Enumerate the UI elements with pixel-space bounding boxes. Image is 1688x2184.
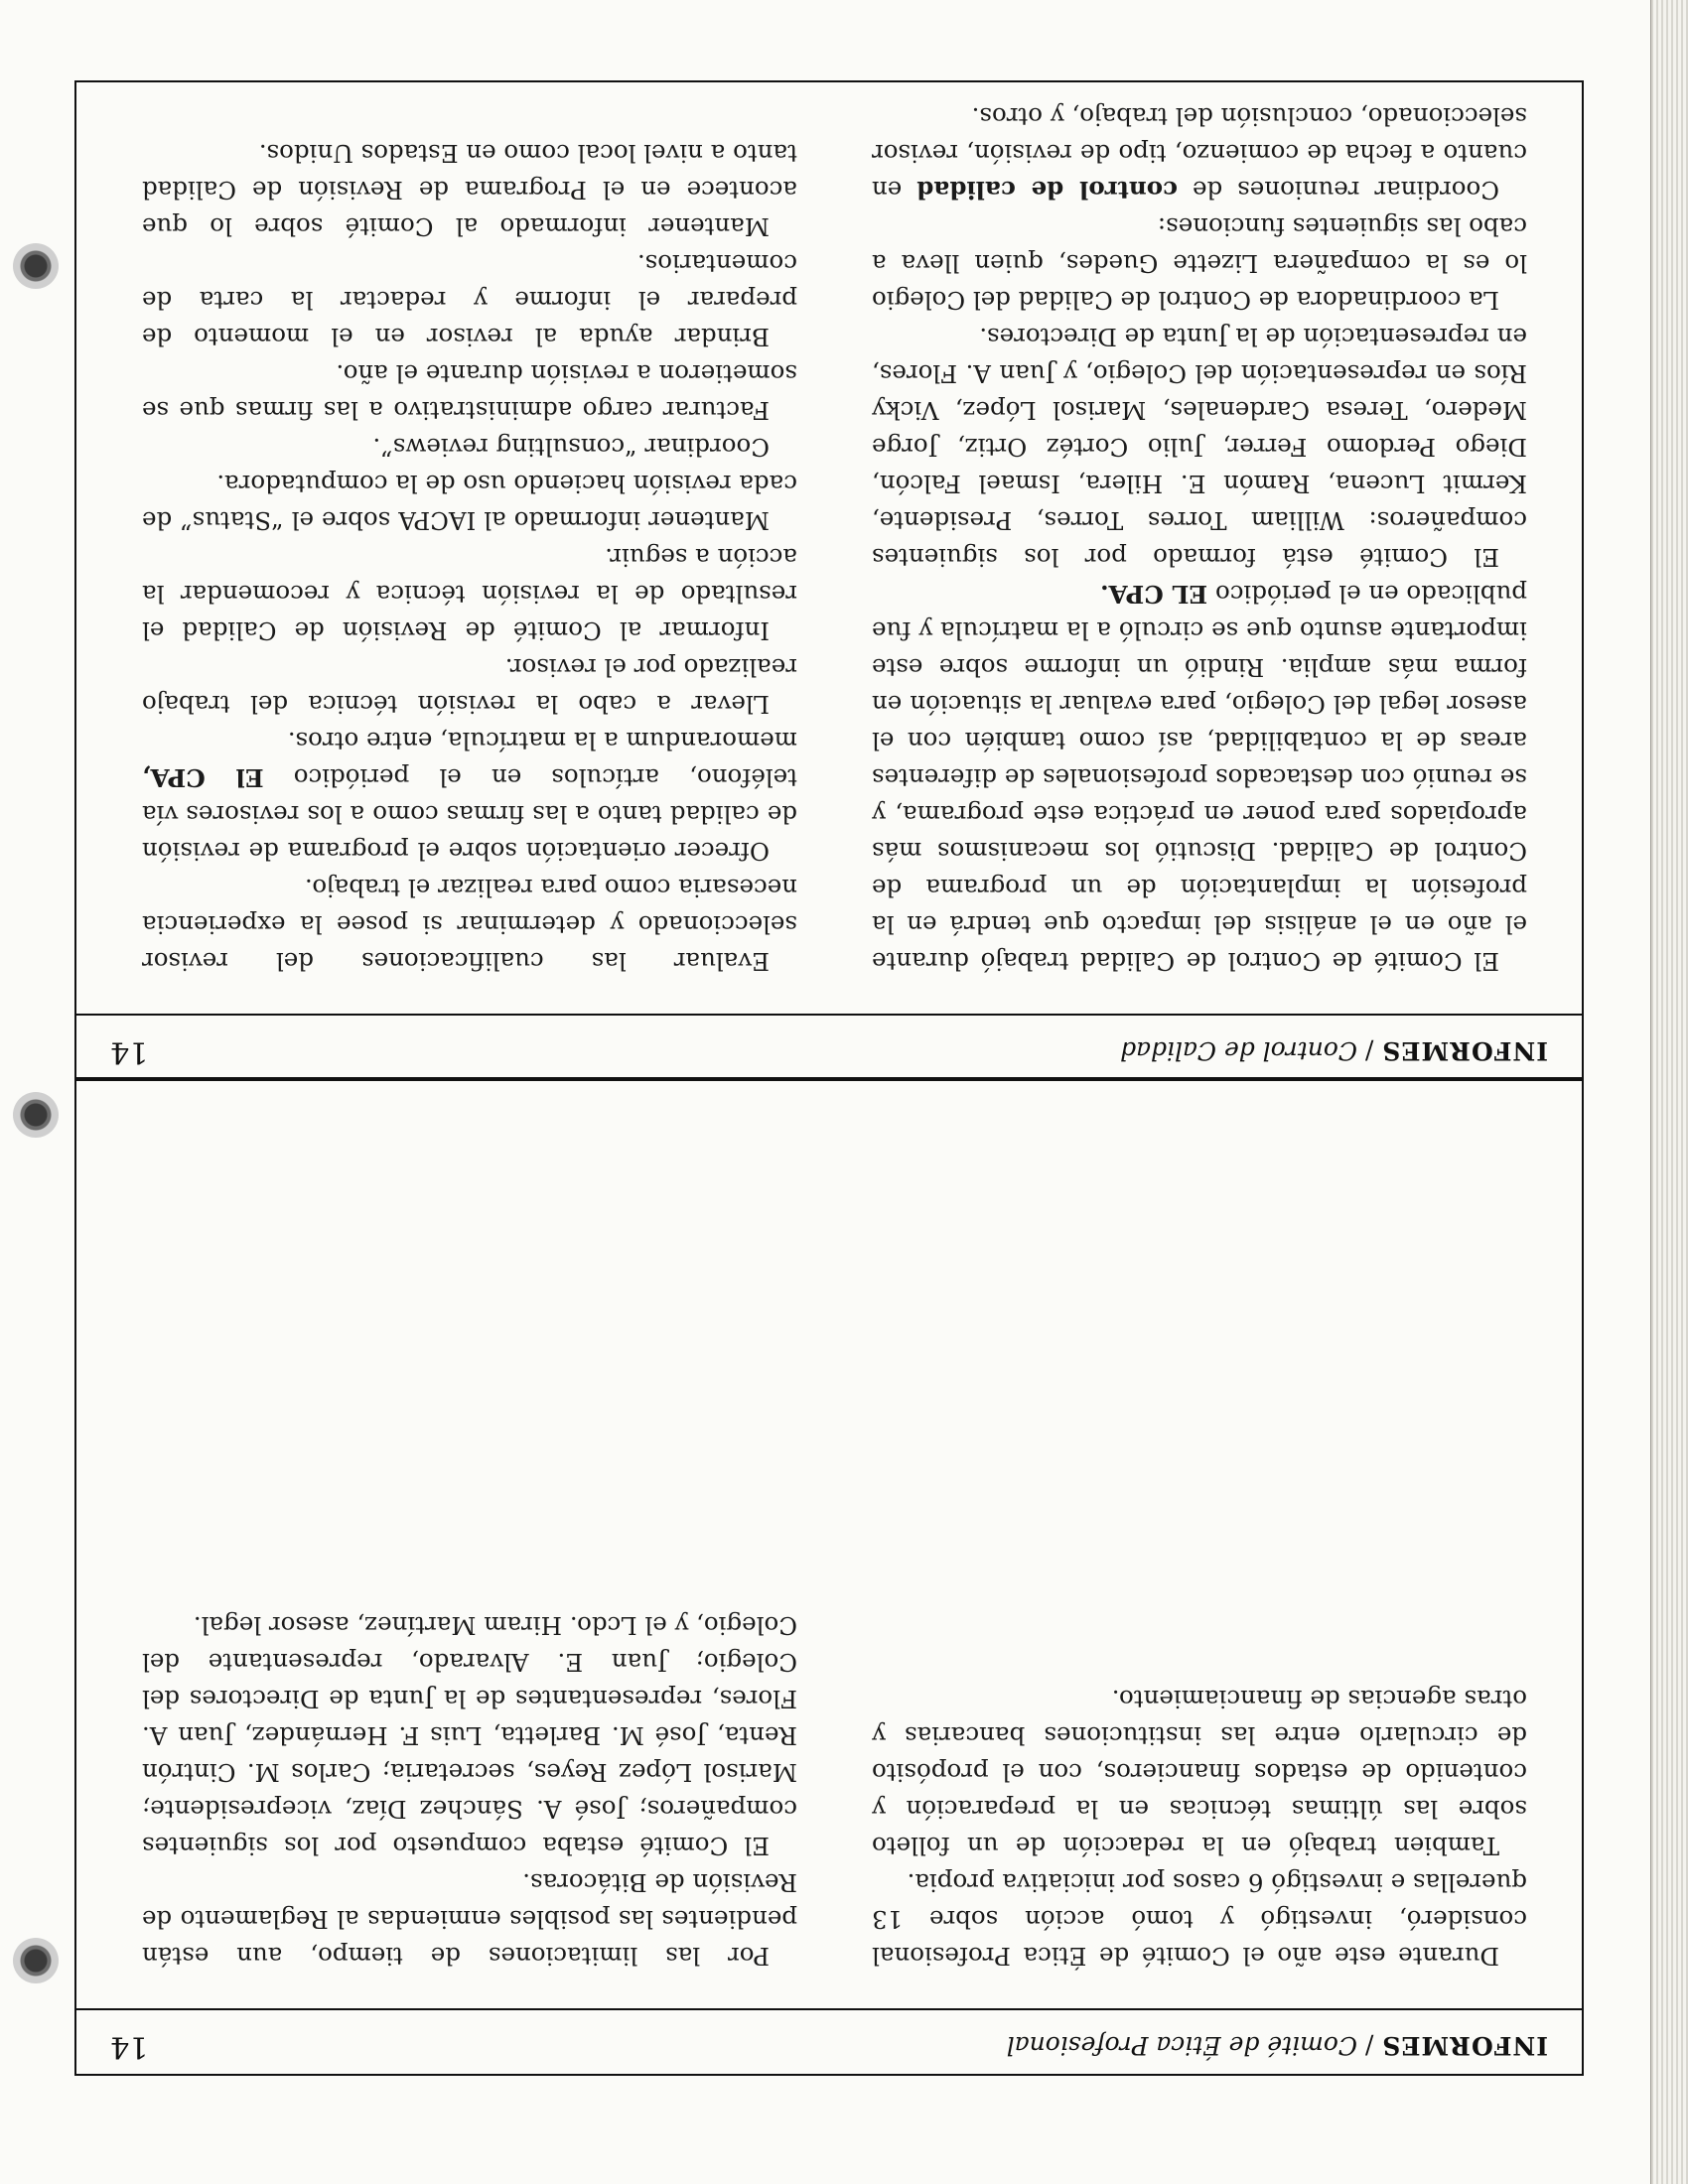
left-column <box>872 1681 1527 1975</box>
paragraph: El Comité está formado por los siguientes compañeros: William Torres Torres, Presidente, Kermit Lucena, Ramón E. Hilera, Ismael Falcón, Diego Perdomo Ferrer, Julio Cortéz Ortiz, Jorge Medero, Teresa Cardenales, Marisol López, Vicky Ríos en representación del Colegio, y Juan A. Flores, en representación de la Junta de Directores. <box>872 323 1527 572</box>
page-header <box>76 1014 1582 1079</box>
page-header <box>76 2008 1582 2074</box>
subsection-title: Control de Calidad <box>1120 1036 1358 1065</box>
paragraph-text: memorandum a la matrícula, entre otros. <box>287 727 797 755</box>
paragraph: Mantener informado al IACPA sobre el “Status” de cada revisión haciendo uso de la computadora. <box>142 470 797 535</box>
paragraph: Durante este año el Comité de Ética Profesional consideró, investigó y tomó acción sobre 13 querellas e investigó 6 casos por iniciativa propia. <box>872 1868 1527 1971</box>
publication-name: El CPA, <box>142 763 264 792</box>
paragraph: Evaluar las cualificaciones del revisor seleccionado y determinar si posee la experiencia necesaria como para realizar el trabajo. <box>142 874 797 976</box>
paragraph <box>142 723 797 870</box>
page-etica-frame <box>74 1077 1584 2076</box>
paragraph: Por las limitaciones de tiempo, aun están pendientes las posibles enmiendas al Reglamento de Revisión de Bitácoras. <box>142 1868 797 1971</box>
bold-term: control de calidad <box>916 176 1178 205</box>
paragraph: Tambien trabajó en la redacción de un folleto sobre las últimas técnicas en la preparación y contenido de estados financieros, con el propósito de circularlo entre las instituciones bancarias y otras agencias de financiamiento. <box>872 1685 1527 1860</box>
header-separator: / <box>1364 2031 1374 2060</box>
section-label: INFORMES <box>1381 2031 1548 2060</box>
right-column <box>142 1607 797 1975</box>
paragraph-text: Ofrecer orientación sobre el programa de revisión de calidad tanto a las firmas como a los revisores vía teléfono, artículos en el periódico <box>142 763 797 866</box>
paragraph: Coordinar “consulting reviews”. <box>372 433 770 462</box>
header-separator: / <box>1364 1036 1374 1065</box>
paragraph-text: Coordinar reuniones de <box>1193 176 1499 205</box>
page-number: 14 <box>110 2029 149 2064</box>
paragraph: Llevar a cabo la revisión técnica del trabajo realizado por el revisor. <box>142 653 797 719</box>
paragraph: Informar al Comité de Revisión de Calidad el resultado de la revisión técnica y recomendar la acción a seguir. <box>142 543 797 645</box>
paragraph: Facturar cargo administrativo a las firmas que se sometieron a revisión durante el año. <box>142 359 797 425</box>
paragraph-text: en cuanto a fecha de comienzo, tipo de revisión, revisor seleccionado, conclusión del trabajo, y otros. <box>872 102 1527 205</box>
right-column <box>142 135 797 980</box>
paragraph <box>872 576 1527 980</box>
subsection-title: Comité de Ética Profesional <box>1006 2031 1358 2060</box>
paragraph: La coordinadora de Control de Calidad del Colegio lo es la compañera Lizette Guedes, quien lleva a cabo las siguientes funciones: <box>872 212 1527 315</box>
page-calidad-frame <box>74 80 1584 1081</box>
paragraph: Mantener informado al Comité sobre lo que acontece en el Programa de Revisión de Calidad tanto a nivel local como en Estados Unidos. <box>142 139 797 241</box>
page-number: 14 <box>110 1034 149 1069</box>
section-label: INFORMES <box>1381 1036 1548 1065</box>
paragraph-text: El Comité de Control de Calidad trabajó durante el año en el análisis del impacto que tendrá en la profesión la implantación de un programa de Control de Calidad. Discutió los mecanismos más apropiados para poner en práctica este programa, y se reunió con destacados profesionales de diferentes areas de la contabilidad, así como también con el asesor legal del Colegio, para evaluar la situación en forma más amplia. Rindió un informe sobre este importante asunto que se circuló a la matrícula y fue publicado en el periódico <box>872 580 1527 976</box>
left-column <box>872 98 1527 980</box>
paragraph <box>872 98 1527 208</box>
header-title <box>1007 2031 1548 2060</box>
paragraph: Brindar ayuda al revisor en el momento de preparar el informe y redactar la carta de comentarios. <box>142 249 797 351</box>
header-title <box>1120 1036 1548 1065</box>
publication-name: EL CPA. <box>1100 580 1208 609</box>
paragraph: El Comité estaba compuesto por los siguientes compañeros; José A. Sánchez Díaz, vicepresidente; Marisol López Reyes, secretaria; Carlos M. Cintrón Renta, José M. Barletta, Luis F. Hernández, Juan A. Flores, representantes de la Junta de Directores del Colegio; Juan E. Alvarado, representante del Colegio, y el Lcdo. Hiram Martínez, asesor legal. <box>142 1611 797 1860</box>
